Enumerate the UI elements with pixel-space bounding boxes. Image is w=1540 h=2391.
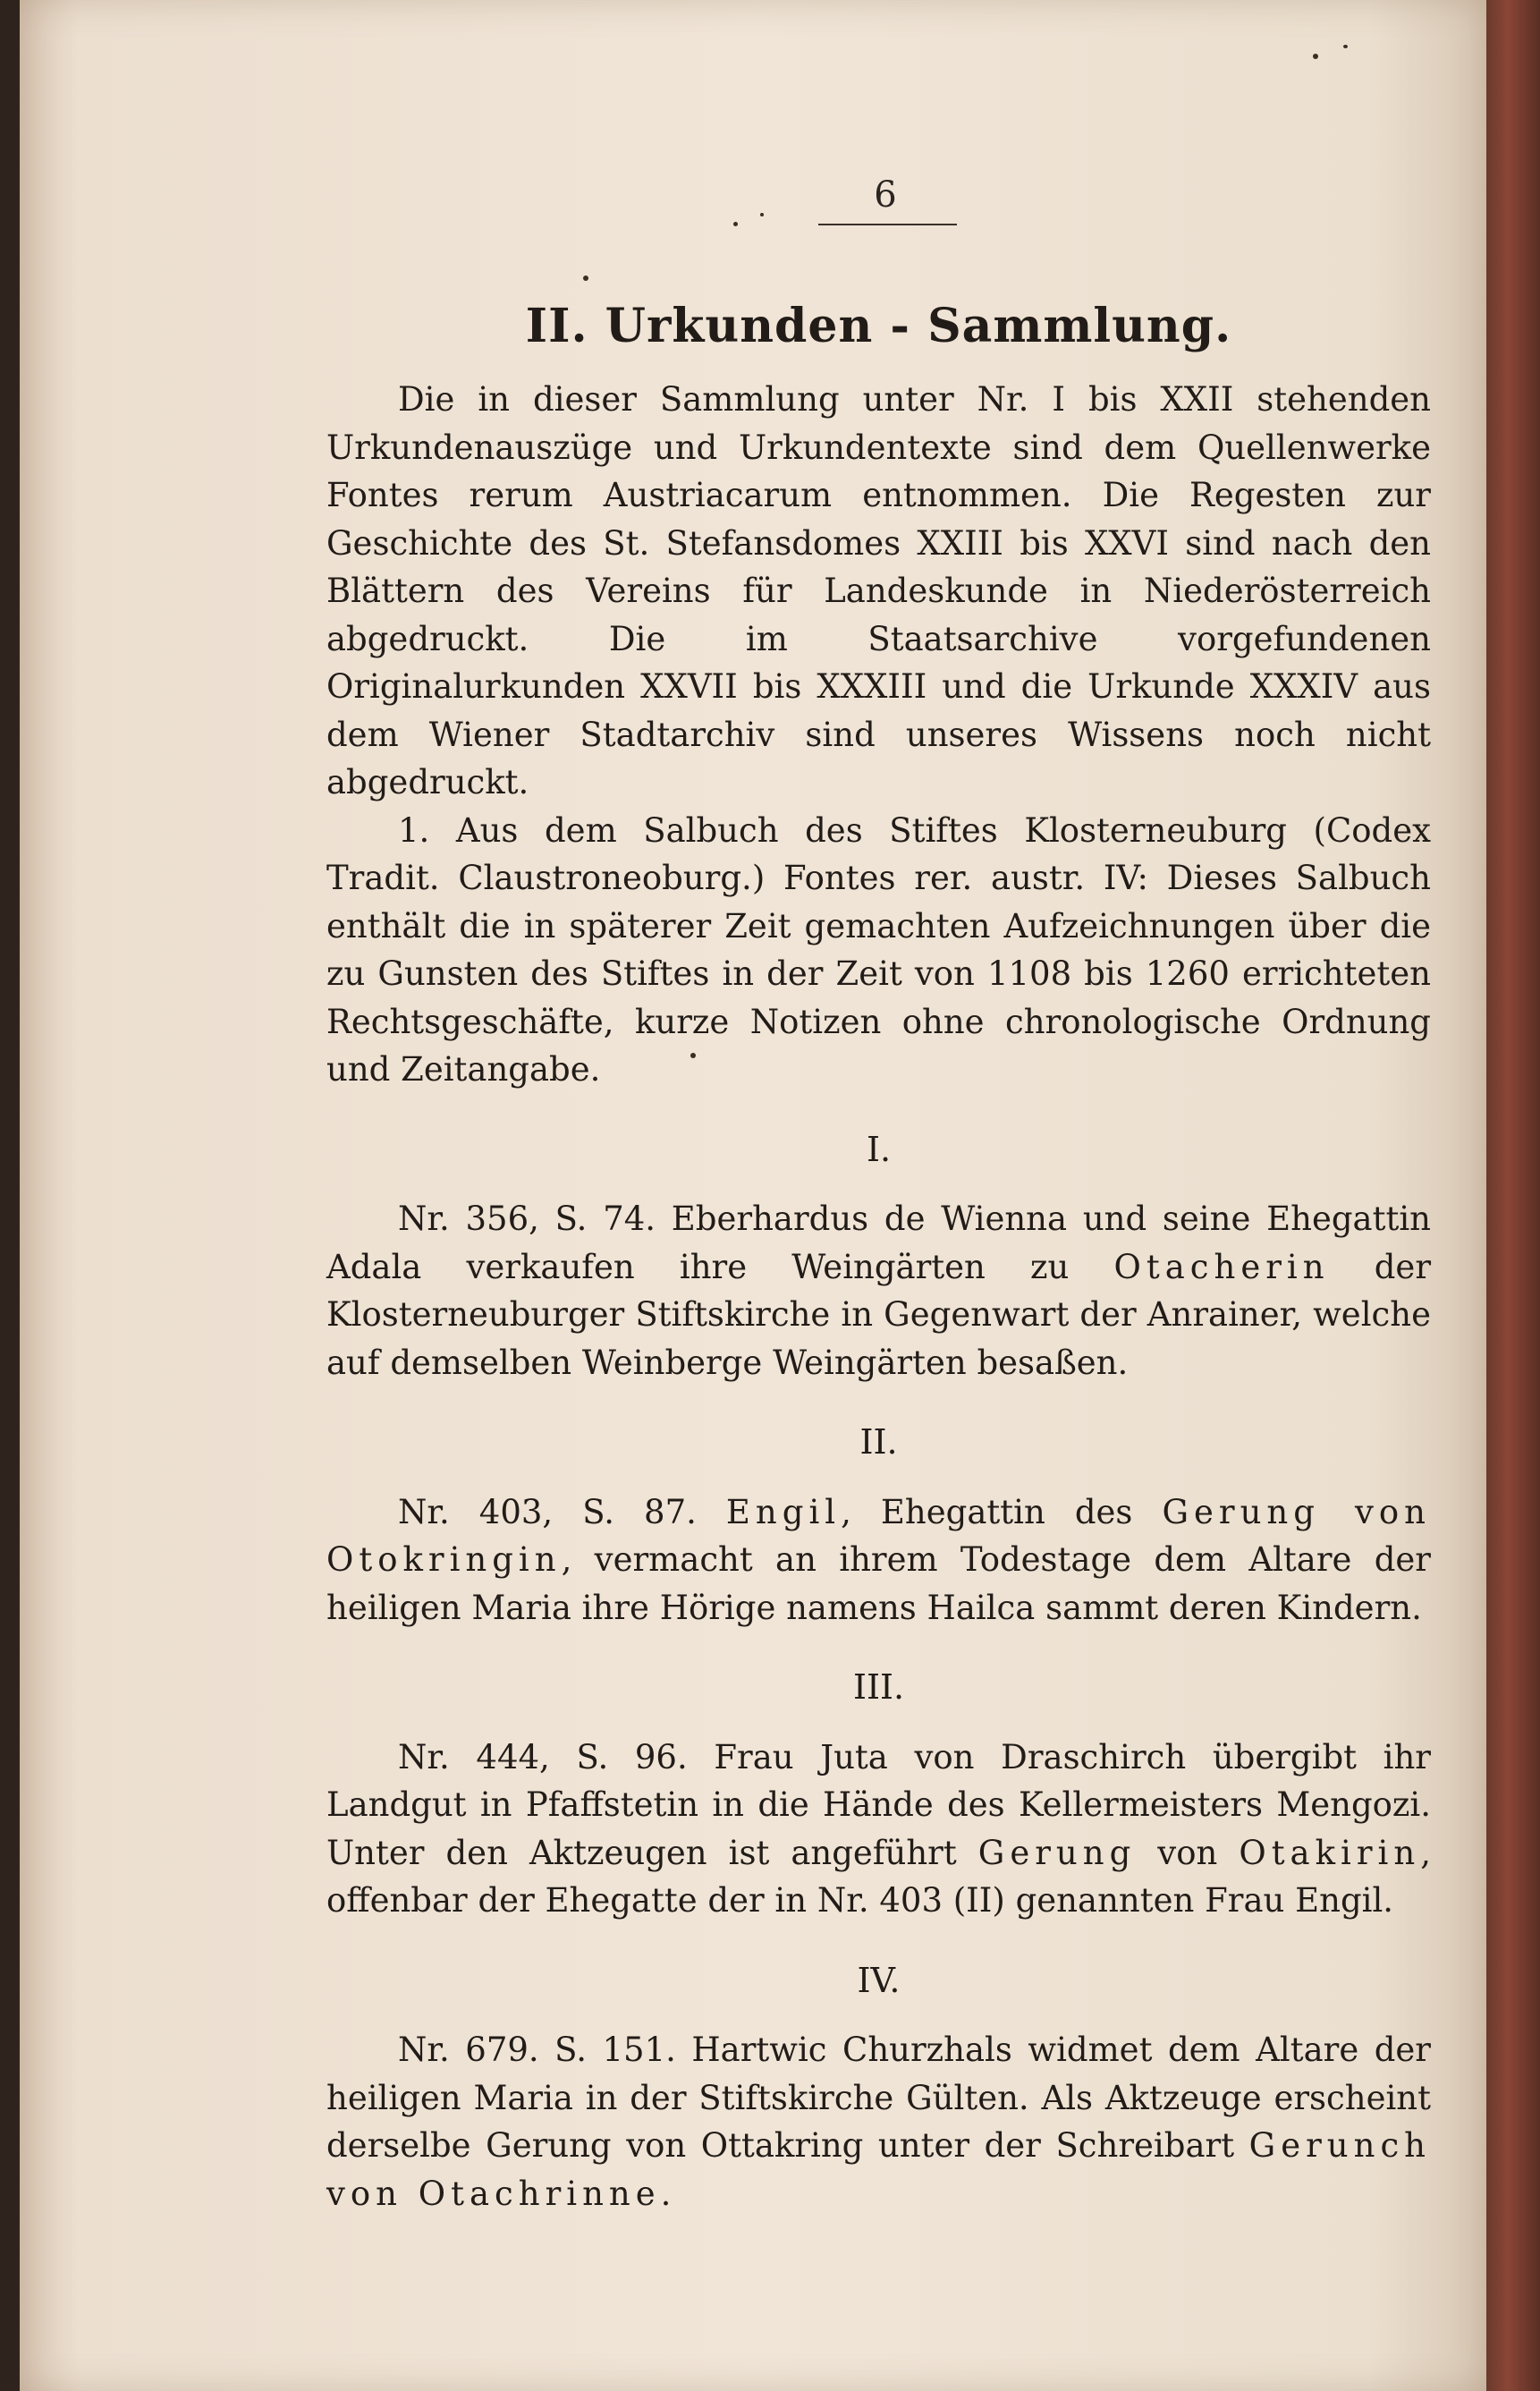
intro-paragraph: Die in dieser Sammlung unter Nr. I bis XXII stehenden Urkundenauszüge und Urkundentexte sind dem Quellenwerke Fontes rerum Austriacarum entnommen. Die Regesten zur Geschichte des St. Stefansdomes XXIII bis XXVI sind nach den Blättern des Vereins für Landeskunde in Niederösterreich abgedruckt. Die im Staatsarchive vorgefundenen Originalurkunden XXVII bis XXXIII und die Urkunde XXXIV aus dem Wiener Stadtarchiv sind unseres Wissens noch nicht abgedruckt. — [326, 380, 1431, 801]
document-entry: Nr. 356, S. 74. Eberhardus de Wienna und seine Ehegattin Adala verkaufen ihre Weingärten zu Otacherin der Klosterneuburger Stiftskirche in Gegenwart der Anrainer, welche auf demselben Weinberge Weingärten besaßen. — [326, 1200, 1432, 1382]
spaced-name: Gerunch von Otachrinne — [326, 2126, 1431, 2213]
document-entry: Nr. 403, S. 87. Engil, Ehegattin des Gerung von Otokringin, vermacht an ihrem Todestage dem Altare der heiligen Maria ihre Hörige namens Hailca sammt deren Kindern. — [326, 1492, 1431, 1627]
document-entry: Nr. 679. S. 151. Hartwic Churzhals widmet dem Altare der heiligen Maria in der Stiftskirche Gülten. Als Aktzeuge erscheint derselbe Gerung von Ottakring unter der Schreibart Gerunch von Otachrinne. — [326, 2031, 1431, 2213]
document-numeral: IV. — [857, 1960, 901, 2000]
source-paragraph: 1. Aus dem Salbuch des Stiftes Klosterneuburg (Codex Tradit. Claustroneoburg.) Fontes rer. austr. IV: Dieses Salbuch enthält die in späterer Zeit gemachten Aufzeichnungen über die zu Gunsten des Stiftes in der Zeit von 1108 bis 1260 errichteten Rechtsgeschäfte, kurze Notizen ohne chronologische Ordnung und Zeitangabe. — [326, 810, 1431, 1089]
speck — [1343, 45, 1348, 48]
spaced-name: Otakirin — [1239, 1833, 1421, 1872]
spaced-name: Engil — [725, 1492, 842, 1531]
page-number-rule — [818, 224, 957, 225]
page-number: 6 — [874, 174, 897, 216]
speck — [733, 222, 738, 226]
document-entry: Nr. 444, S. 96. Frau Juta von Draschirch übergibt ihr Landgut in Pfaffstetin in die Hände des Kellermeisters Mengozi. Unter den Aktzeugen ist angeführt Gerung von Otakirin, offenbar der Ehegatte der in Nr. 403 (II) genannten Frau Engil. — [326, 1737, 1431, 1920]
document-numeral: III. — [852, 1667, 905, 1707]
document-numeral: I. — [866, 1129, 892, 1169]
spaced-name: Gerung — [977, 1833, 1137, 1872]
document-numeral: II. — [859, 1422, 898, 1462]
spaced-name: Gerung von Otokringin — [326, 1492, 1431, 1579]
section-heading: II. Urkunden - Sammlung. — [525, 299, 1232, 353]
speck — [1313, 54, 1318, 59]
speck — [760, 213, 764, 216]
book-cover-edge — [1486, 0, 1540, 2391]
page-content — [326, 295, 1431, 2217]
speck — [583, 276, 588, 281]
spaced-name: Otacherin — [1113, 1247, 1330, 1286]
